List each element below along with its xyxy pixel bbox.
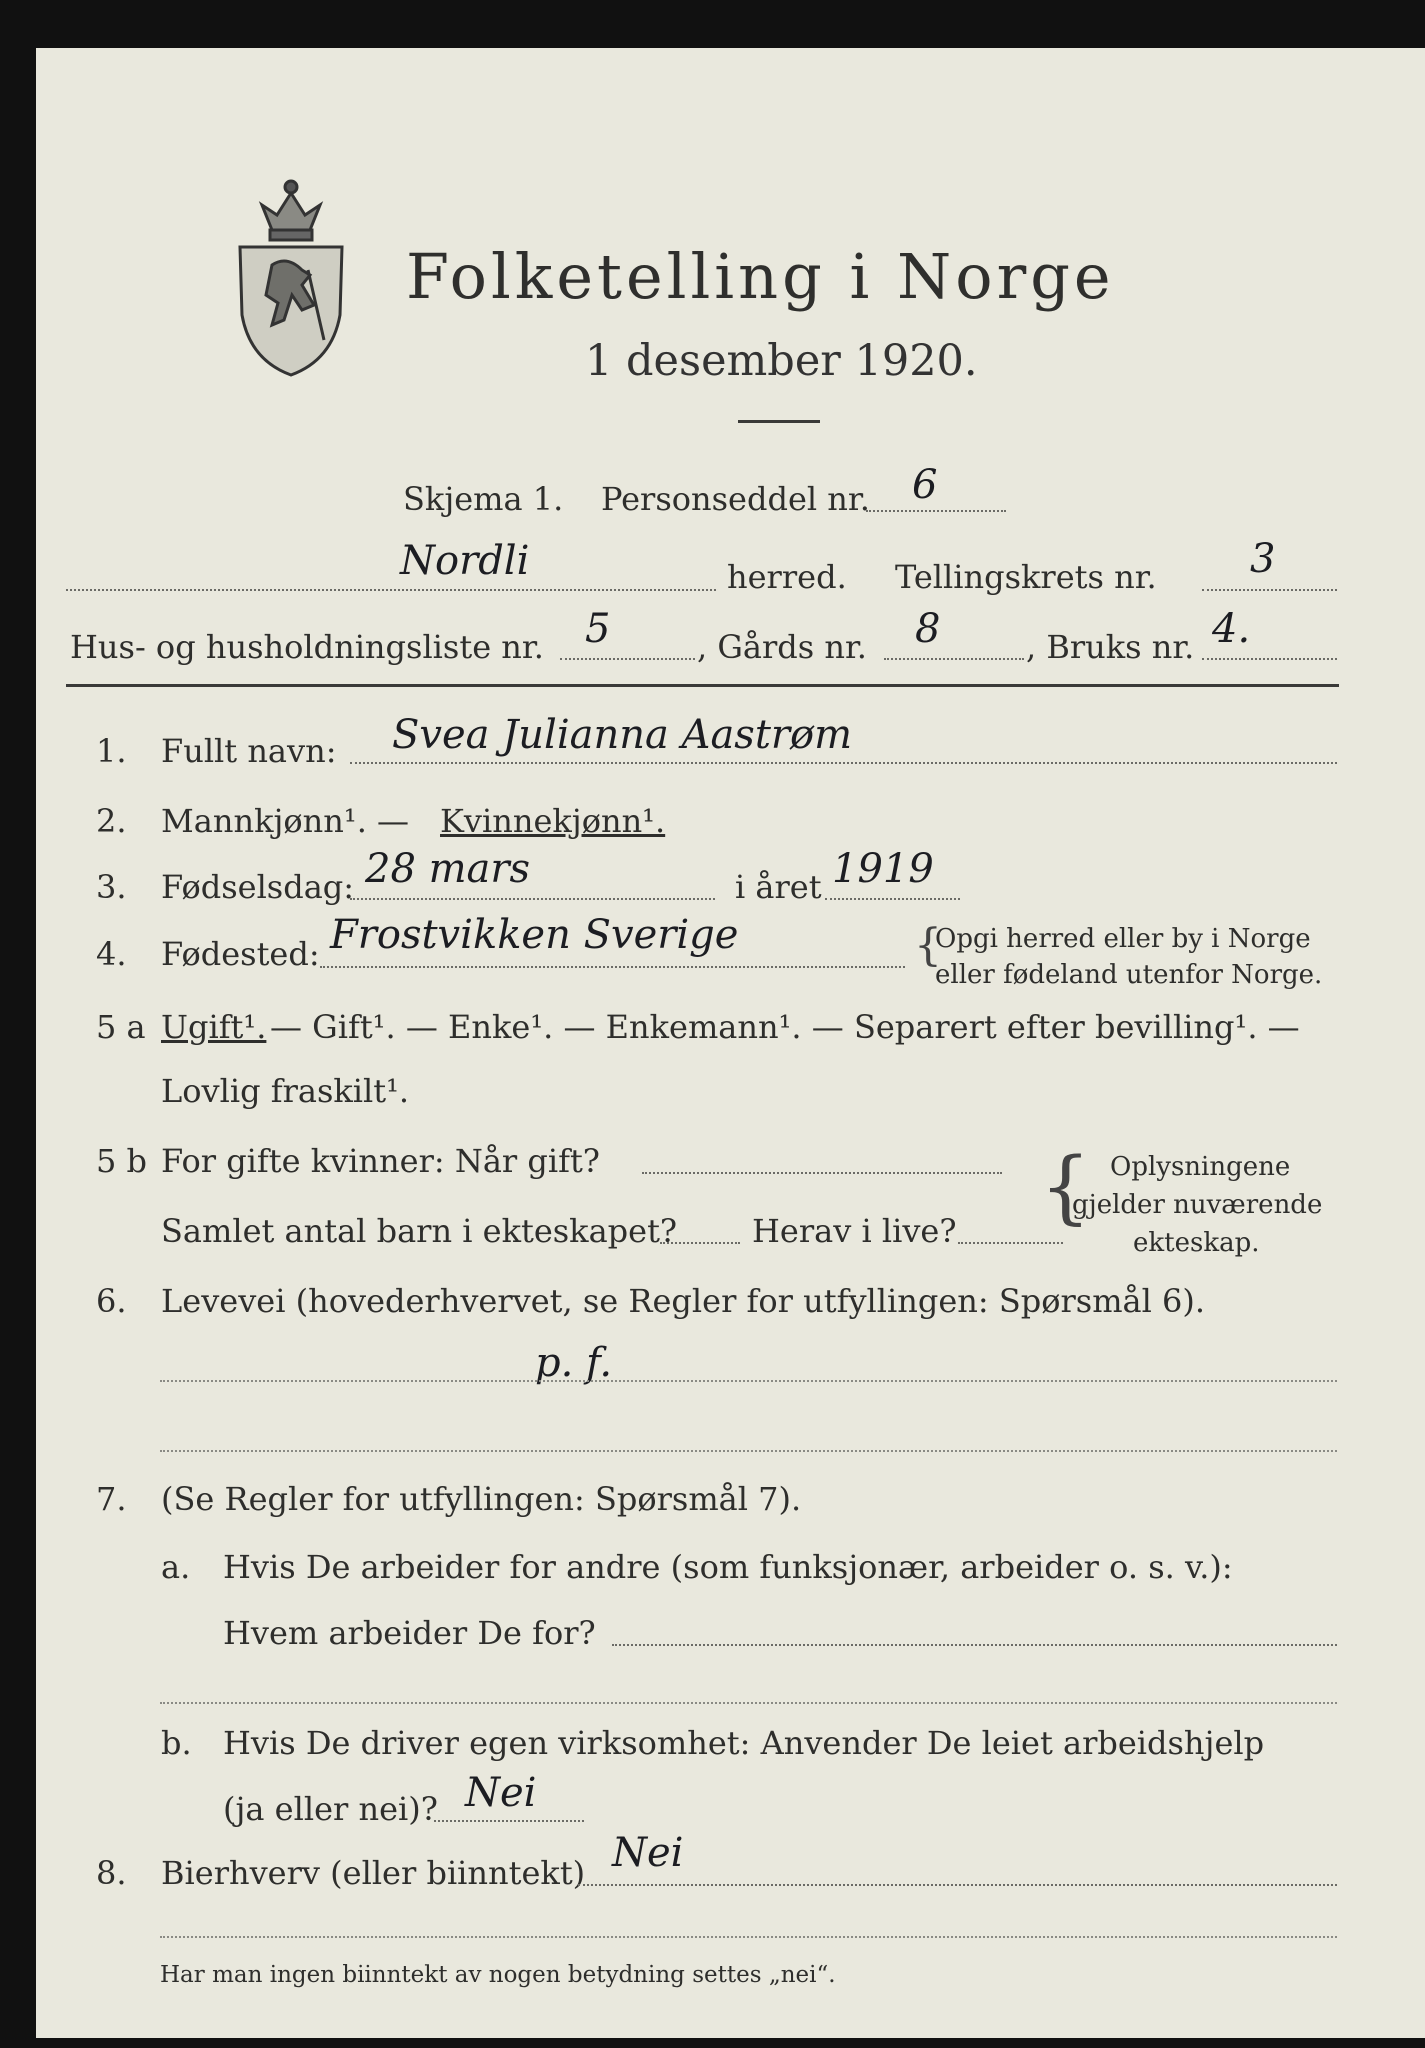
bruks-value[interactable]: 4. [1212, 606, 1251, 652]
herred-label: herred. [727, 558, 847, 596]
married-when-label: For gifte kvinner: Når gift? [161, 1142, 600, 1180]
birthday-value[interactable]: 28 mars [365, 846, 531, 892]
tellingskrets-line [1202, 589, 1337, 591]
marriage-note-line2: gjelder nuværende [1072, 1190, 1323, 1220]
q5a-number: 5 a [96, 1008, 146, 1046]
year-label: i året [735, 868, 822, 906]
census-date: 1 desember 1920. [585, 336, 978, 386]
year-line [825, 898, 960, 900]
herred-value[interactable]: Nordli [400, 538, 530, 584]
female-option-selected[interactable]: Kvinnekjønn¹. [440, 802, 666, 840]
hired-help-value[interactable]: Nei [465, 1770, 537, 1816]
married-when-line [642, 1172, 1002, 1174]
q8-number: 8. [96, 1854, 127, 1892]
marriage-note-brace: { [1040, 1140, 1091, 1233]
personseddel-value[interactable]: 6 [912, 462, 938, 508]
title-divider [738, 420, 820, 423]
gards-label: , Gårds nr. [697, 628, 867, 666]
q6-number: 6. [96, 1282, 127, 1320]
q7b-text: Hvis De driver egen virksomhet: Anvender De leiet arbeidshjelp [223, 1724, 1265, 1762]
personseddel-label: Personseddel nr. [601, 480, 870, 518]
alive-label: Herav i live? [752, 1212, 957, 1250]
q1-line [350, 762, 1337, 764]
norwegian-coat-of-arms-icon [232, 175, 350, 381]
q7a-text: Hvis De arbeider for andre (som funksjonær, arbeider o. s. v.): [223, 1548, 1233, 1586]
birth-year-value[interactable]: 1919 [832, 846, 934, 892]
q7-label: (Se Regler for utfyllingen: Spørsmål 7). [161, 1480, 802, 1518]
q7a-letter: a. [161, 1548, 191, 1586]
side-income-line [578, 1884, 1337, 1886]
q2-number: 2. [96, 802, 127, 840]
bruks-label: , Bruks nr. [1026, 628, 1195, 666]
bruks-line [1202, 658, 1337, 660]
birthplace-line [320, 966, 905, 968]
tellingskrets-value[interactable]: 3 [1250, 536, 1276, 582]
birthplace-note-line2: eller fødeland utenfor Norge. [935, 960, 1323, 990]
occupation-label: Levevei (hovederhvervet, se Regler for utfyllingen: Spørsmål 6). [161, 1282, 1206, 1320]
birthplace-value[interactable]: Frostvikken Sverige [330, 912, 739, 958]
q7b-letter: b. [161, 1724, 192, 1762]
side-income-label: Bierhverv (eller biinntekt) [161, 1854, 586, 1892]
schema-label: Skjema 1. [403, 480, 564, 518]
male-option[interactable]: Mannkjønn¹. — [161, 802, 410, 840]
marriage-note-line3: ekteskap. [1133, 1228, 1260, 1258]
q3-number: 3. [96, 868, 127, 906]
herred-line [66, 589, 716, 591]
side-income-value[interactable]: Nei [612, 1830, 684, 1876]
ugift-option-selected[interactable]: Ugift¹. [161, 1008, 267, 1046]
footnote: Har man ingen biinntekt av nogen betydning settes „nei“. [160, 1962, 836, 1988]
gards-line [884, 658, 1024, 660]
occupation-value[interactable]: p. f. [535, 1340, 613, 1386]
q1-number: 1. [96, 732, 127, 770]
q3-label: Fødselsdag: [161, 868, 355, 906]
q7-number: 7. [96, 1480, 127, 1518]
children-line [660, 1242, 740, 1244]
q4-label: Fødested: [161, 935, 320, 973]
alive-line [958, 1242, 1063, 1244]
fraskilt-option[interactable]: Lovlig fraskilt¹. [161, 1072, 410, 1110]
employer-line [612, 1644, 1337, 1646]
form-title: Folketelling i Norge [406, 240, 1115, 313]
occupation-line-2 [160, 1450, 1337, 1452]
header-rule [66, 684, 1339, 687]
side-income-line-2 [160, 1936, 1337, 1938]
hired-help-line [434, 1820, 584, 1822]
civil-status-options[interactable]: — Gift¹. — Enke¹. — Enkemann¹. — Separert efter bevilling¹. — [270, 1008, 1300, 1046]
full-name-value[interactable]: Svea Julianna Aastrøm [392, 712, 853, 758]
gards-value[interactable]: 8 [915, 606, 941, 652]
personseddel-line [866, 510, 1006, 512]
q7a-employer-label: Hvem arbeider De for? [223, 1614, 596, 1652]
employer-line-2 [160, 1702, 1337, 1704]
children-label: Samlet antal barn i ekteskapet? [161, 1212, 678, 1250]
birthplace-note-line1: Opgi herred eller by i Norge [935, 924, 1311, 954]
q7b-yes-no-label: (ja eller nei)? [223, 1790, 438, 1828]
q1-label: Fullt navn: [161, 732, 337, 770]
hus-label: Hus- og husholdningsliste nr. [70, 628, 544, 666]
occupation-line-1 [160, 1380, 1337, 1382]
q4-number: 4. [96, 935, 127, 973]
hus-line [560, 658, 695, 660]
q5b-number: 5 b [96, 1142, 148, 1180]
marriage-note-line1: Oplysningene [1110, 1152, 1291, 1182]
hus-value[interactable]: 5 [585, 606, 611, 652]
birthplace-note-brace: { [914, 920, 942, 971]
tellingskrets-label: Tellingskrets nr. [895, 558, 1157, 596]
birthday-line [350, 898, 715, 900]
